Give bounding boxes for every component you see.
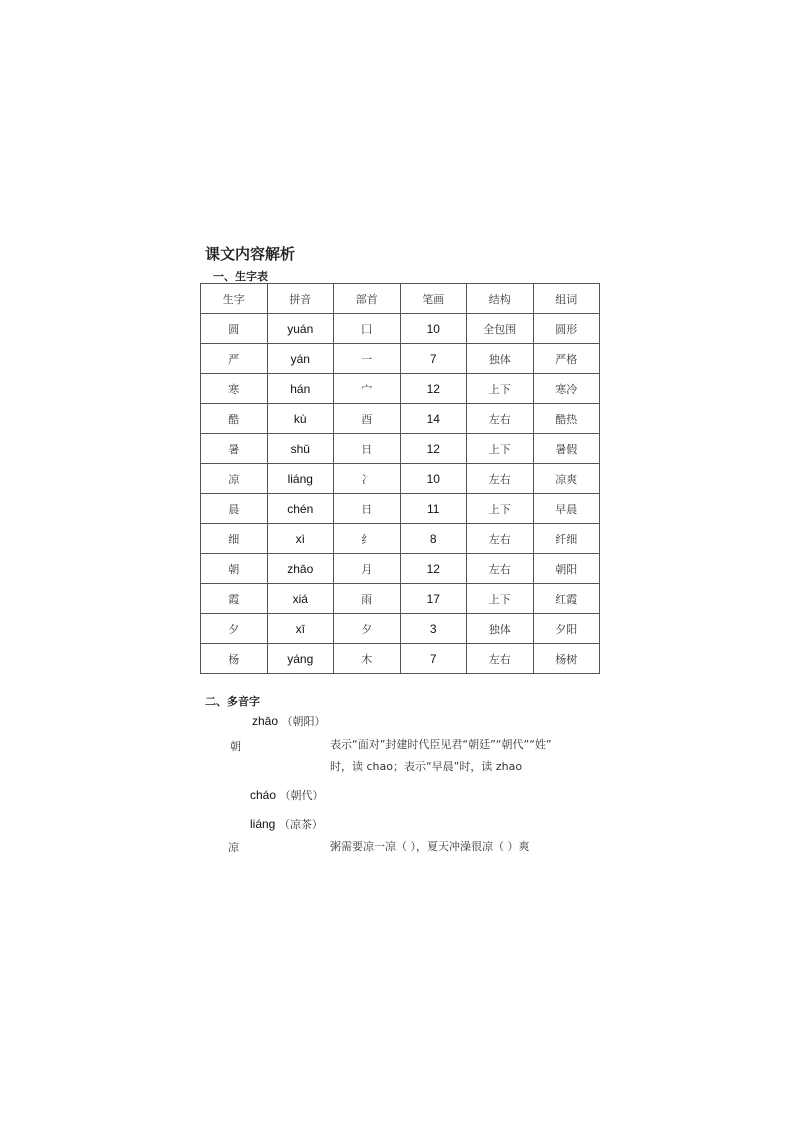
cell-character: 夕 <box>201 614 268 644</box>
cell-strokes: 12 <box>400 434 467 464</box>
cell-strokes: 10 <box>400 314 467 344</box>
cell-pinyin: xī <box>267 614 334 644</box>
cell-structure: 左右 <box>467 644 534 674</box>
cell-structure: 左右 <box>467 554 534 584</box>
cell-radical: 日 <box>334 434 401 464</box>
cell-pinyin: zhāo <box>267 554 334 584</box>
table-row <box>201 434 600 464</box>
cell-words: 凉爽 <box>533 464 600 494</box>
cell-strokes: 7 <box>400 644 467 674</box>
cell-structure: 上下 <box>467 584 534 614</box>
polyphone-liang-entry <box>250 816 323 832</box>
cell-radical: 冫 <box>334 464 401 494</box>
cell-words: 寒冷 <box>533 374 600 404</box>
pinyin-chao: cháo <box>250 788 277 802</box>
cell-strokes: 17 <box>400 584 467 614</box>
cell-character: 晨 <box>201 494 268 524</box>
header-pinyin: 拼音 <box>267 284 334 314</box>
cell-character: 寒 <box>201 374 268 404</box>
cell-structure: 左右 <box>467 404 534 434</box>
cell-pinyin: hán <box>267 374 334 404</box>
cell-character: 严 <box>201 344 268 374</box>
cell-pinyin: xì <box>267 524 334 554</box>
cell-words: 暑假 <box>533 434 600 464</box>
cell-words: 夕阳 <box>533 614 600 644</box>
header-structure: 结构 <box>467 284 534 314</box>
cell-structure: 独体 <box>467 614 534 644</box>
header-strokes: 笔画 <box>400 284 467 314</box>
cell-pinyin: shǔ <box>267 434 334 464</box>
cell-words: 纤细 <box>533 524 600 554</box>
cell-words: 朝阳 <box>533 554 600 584</box>
section-heading-polyphones: 二、多音字 <box>205 695 260 708</box>
table-row <box>201 404 600 434</box>
cell-structure: 左右 <box>467 464 534 494</box>
cell-pinyin: chén <box>267 494 334 524</box>
example-zhao: （朝阳） <box>281 715 326 728</box>
cell-words: 严格 <box>533 344 600 374</box>
table-row <box>201 374 600 404</box>
cell-character: 朝 <box>201 554 268 584</box>
pinyin-zhao: zhāo <box>252 714 279 728</box>
cell-structure: 独体 <box>467 344 534 374</box>
cell-radical: 月 <box>334 554 401 584</box>
cell-character: 圆 <box>201 314 268 344</box>
cell-strokes: 8 <box>400 524 467 554</box>
table-row <box>201 554 600 584</box>
polyphone-zhao-entry <box>252 713 326 729</box>
cell-radical: 日 <box>334 494 401 524</box>
cell-pinyin: yán <box>267 344 334 374</box>
cell-radical: 酉 <box>334 404 401 434</box>
cell-strokes: 12 <box>400 374 467 404</box>
polyphone-zhao-note-line1: 表示“面对”封建时代臣见君“朝廷”“朝代”“姓” <box>330 738 552 751</box>
cell-radical: 木 <box>334 644 401 674</box>
table-row <box>201 644 600 674</box>
cell-strokes: 14 <box>400 404 467 434</box>
cell-character: 凉 <box>201 464 268 494</box>
cell-words: 红霞 <box>533 584 600 614</box>
cell-words: 圆形 <box>533 314 600 344</box>
cell-radical: 纟 <box>334 524 401 554</box>
cell-radical: 宀 <box>334 374 401 404</box>
polyphone-zhao-note-line2: 时，读 chao；表示“早晨”时，读 zhao <box>330 760 523 773</box>
cell-structure: 左右 <box>467 524 534 554</box>
cell-strokes: 10 <box>400 464 467 494</box>
cell-radical: 夕 <box>334 614 401 644</box>
cell-pinyin: yuán <box>267 314 334 344</box>
table-row <box>201 584 600 614</box>
cell-words: 酷热 <box>533 404 600 434</box>
cell-structure: 全包围 <box>467 314 534 344</box>
polyphone-chao-entry <box>250 787 324 803</box>
cell-character: 细 <box>201 524 268 554</box>
cell-strokes: 12 <box>400 554 467 584</box>
cell-pinyin: yáng <box>267 644 334 674</box>
cell-character: 酷 <box>201 404 268 434</box>
table-row <box>201 464 600 494</box>
example-chao: （朝代） <box>279 789 324 802</box>
table-row <box>201 344 600 374</box>
cell-character: 霞 <box>201 584 268 614</box>
header-character: 生字 <box>201 284 268 314</box>
cell-strokes: 3 <box>400 614 467 644</box>
cell-character: 暑 <box>201 434 268 464</box>
cell-radical: 雨 <box>334 584 401 614</box>
section-heading-vocab: 一、生字表 <box>213 270 268 283</box>
cell-structure: 上下 <box>467 494 534 524</box>
cell-pinyin: xiá <box>267 584 334 614</box>
table-row <box>201 494 600 524</box>
header-radical: 部首 <box>334 284 401 314</box>
cell-words: 杨树 <box>533 644 600 674</box>
polyphone-char-zhao: 朝 <box>230 740 241 753</box>
vocab-table <box>200 283 600 674</box>
table-row <box>201 614 600 644</box>
cell-strokes: 11 <box>400 494 467 524</box>
table-row <box>201 314 600 344</box>
cell-words: 早晨 <box>533 494 600 524</box>
cell-pinyin: liáng <box>267 464 334 494</box>
cell-pinyin: kù <box>267 404 334 434</box>
header-words: 组词 <box>533 284 600 314</box>
table-header-row <box>201 284 600 314</box>
cell-character: 杨 <box>201 644 268 674</box>
table-row <box>201 524 600 554</box>
pinyin-liang: liáng <box>250 817 276 831</box>
cell-structure: 上下 <box>467 434 534 464</box>
polyphone-liang-note: 粥需要凉一凉（ ），夏天冲澡很凉（ ）爽 <box>330 840 530 853</box>
example-liang: （凉茶） <box>278 818 323 831</box>
cell-strokes: 7 <box>400 344 467 374</box>
cell-radical: 一 <box>334 344 401 374</box>
polyphone-char-liang: 凉 <box>228 841 239 854</box>
cell-structure: 上下 <box>467 374 534 404</box>
page-title: 课文内容解析 <box>205 245 296 263</box>
cell-radical: 囗 <box>334 314 401 344</box>
